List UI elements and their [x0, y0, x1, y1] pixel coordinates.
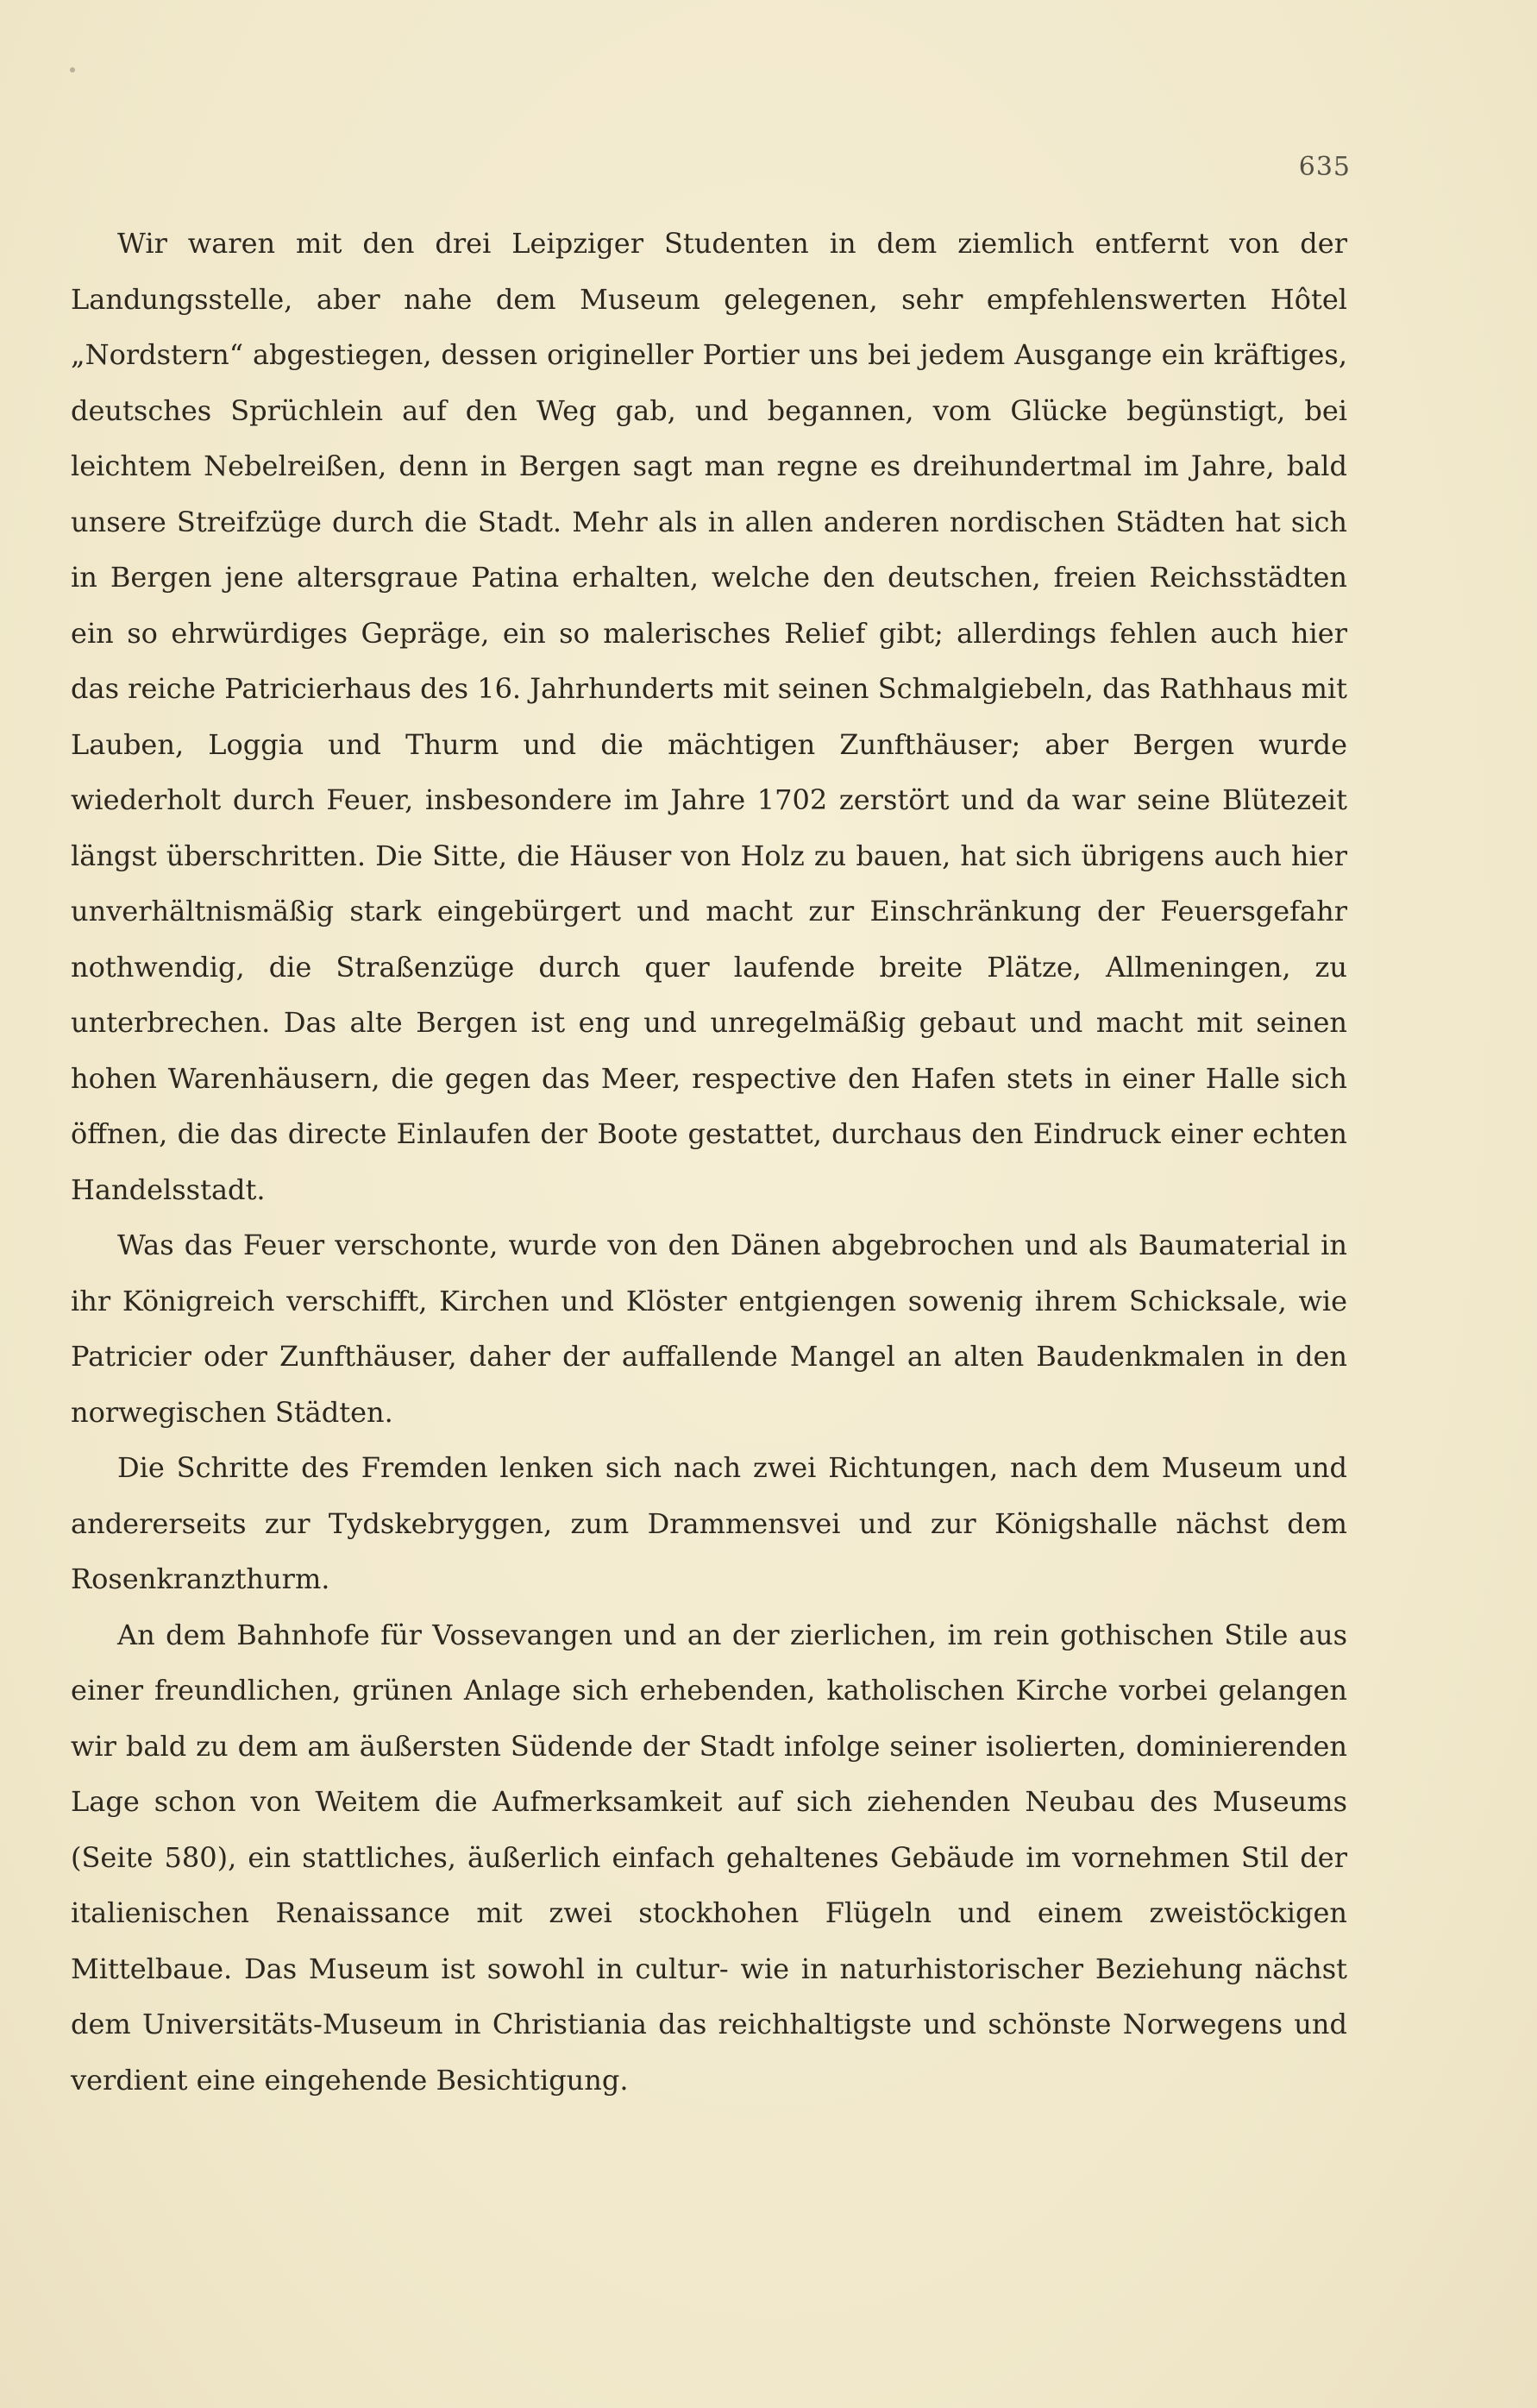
paragraph-2: Was das Feuer verschonte, wurde von den Dänen abgebrochen und als Baumaterial in ihr Königreich verschifft, Kirchen und Klöster entgiengen sowenig ihrem Schicksale, wie Patricier oder Zunfthäuser, daher der auffallende Mangel an alten Baudenkmalen in den norwegischen Städten.	[71, 1229, 1347, 1429]
print-speck	[70, 67, 75, 72]
paragraph-1: Wir waren mit den drei Leipziger Studenten in dem ziemlich entfernt von der Landungsstelle, aber nahe dem Museum gelegenen, sehr empfehlenswerten Hôtel „Nordstern“ abgestiegen, dessen origineller Portier uns bei jedem Ausgange ein kräftiges, deutsches Sprüchlein auf den Weg gab, und begannen, vom Glücke begünstigt, bei leichtem Nebelreißen, denn in Bergen sagt man regne es dreihundertmal im Jahre, bald unsere Streifzüge durch die Stadt. Mehr als in allen anderen nordischen Städten hat sich in Bergen jene altersgraue Patina erhalten, welche den deutschen, freien Reichsstädten ein so ehrwürdiges Gepräge, ein so malerisches Relief gibt; allerdings fehlen auch hier das reiche Patricierhaus des 16. Jahrhunderts mit seinen Schmalgiebeln, das Rathhaus mit Lauben, Loggia und Thurm und die mächtigen Zunfthäuser; aber Bergen wurde wiederholt durch Feuer, insbesondere im Jahre 1702 zerstört und da war seine Blütezeit längst überschritten. Die Sitte, die Häuser von Holz zu bauen, hat sich übrigens auch hier unverhältnismäßig stark eingebürgert und macht zur Einschränkung der Feuersgefahr nothwendig, die Straßenzüge durch quer laufende breite Plätze, Allmeningen, zu unterbrechen. Das alte Bergen ist eng und unregelmäßig gebaut und macht mit seinen hohen Warenhäusern, die gegen das Meer, respective den Hafen stets in einer Halle sich öffnen, die das directe Einlaufen der Boote gestattet, durchaus den Eindruck einer echten Handelsstadt.	[71, 227, 1347, 1206]
page-number: 635	[1298, 152, 1351, 182]
body-text	[71, 216, 1347, 2108]
paragraph-3: Die Schritte des Fremden lenken sich nach zwei Richtungen, nach dem Museum und andererseits zur Tydskebryggen, zum Drammensvei und zur Königshalle nächst dem Rosenkranzthurm.	[71, 1451, 1347, 1595]
paragraph-4: An dem Bahnhofe für Vossevangen und an der zierlichen, im rein gothischen Stile aus einer freundlichen, grünen Anlage sich erhebenden, katholischen Kirche vorbei gelangen wir bald zu dem am äußersten Südende der Stadt infolge seiner isolierten, dominierenden Lage schon von Weitem die Aufmerksamkeit auf sich ziehenden Neubau des Museums (Seite 580), ein stattliches, äußerlich einfach gehaltenes Gebäude im vornehmen Stil der italienischen Renaissance mit zwei stockhohen Flügeln und einem zweistöckigen Mittelbaue. Das Museum ist sowohl in cultur- wie in naturhistorischer Beziehung nächst dem Universitäts-Museum in Christiania das reichhaltigste und schönste Norwegens und verdient eine eingehende Besichtigung.	[71, 1618, 1347, 2097]
